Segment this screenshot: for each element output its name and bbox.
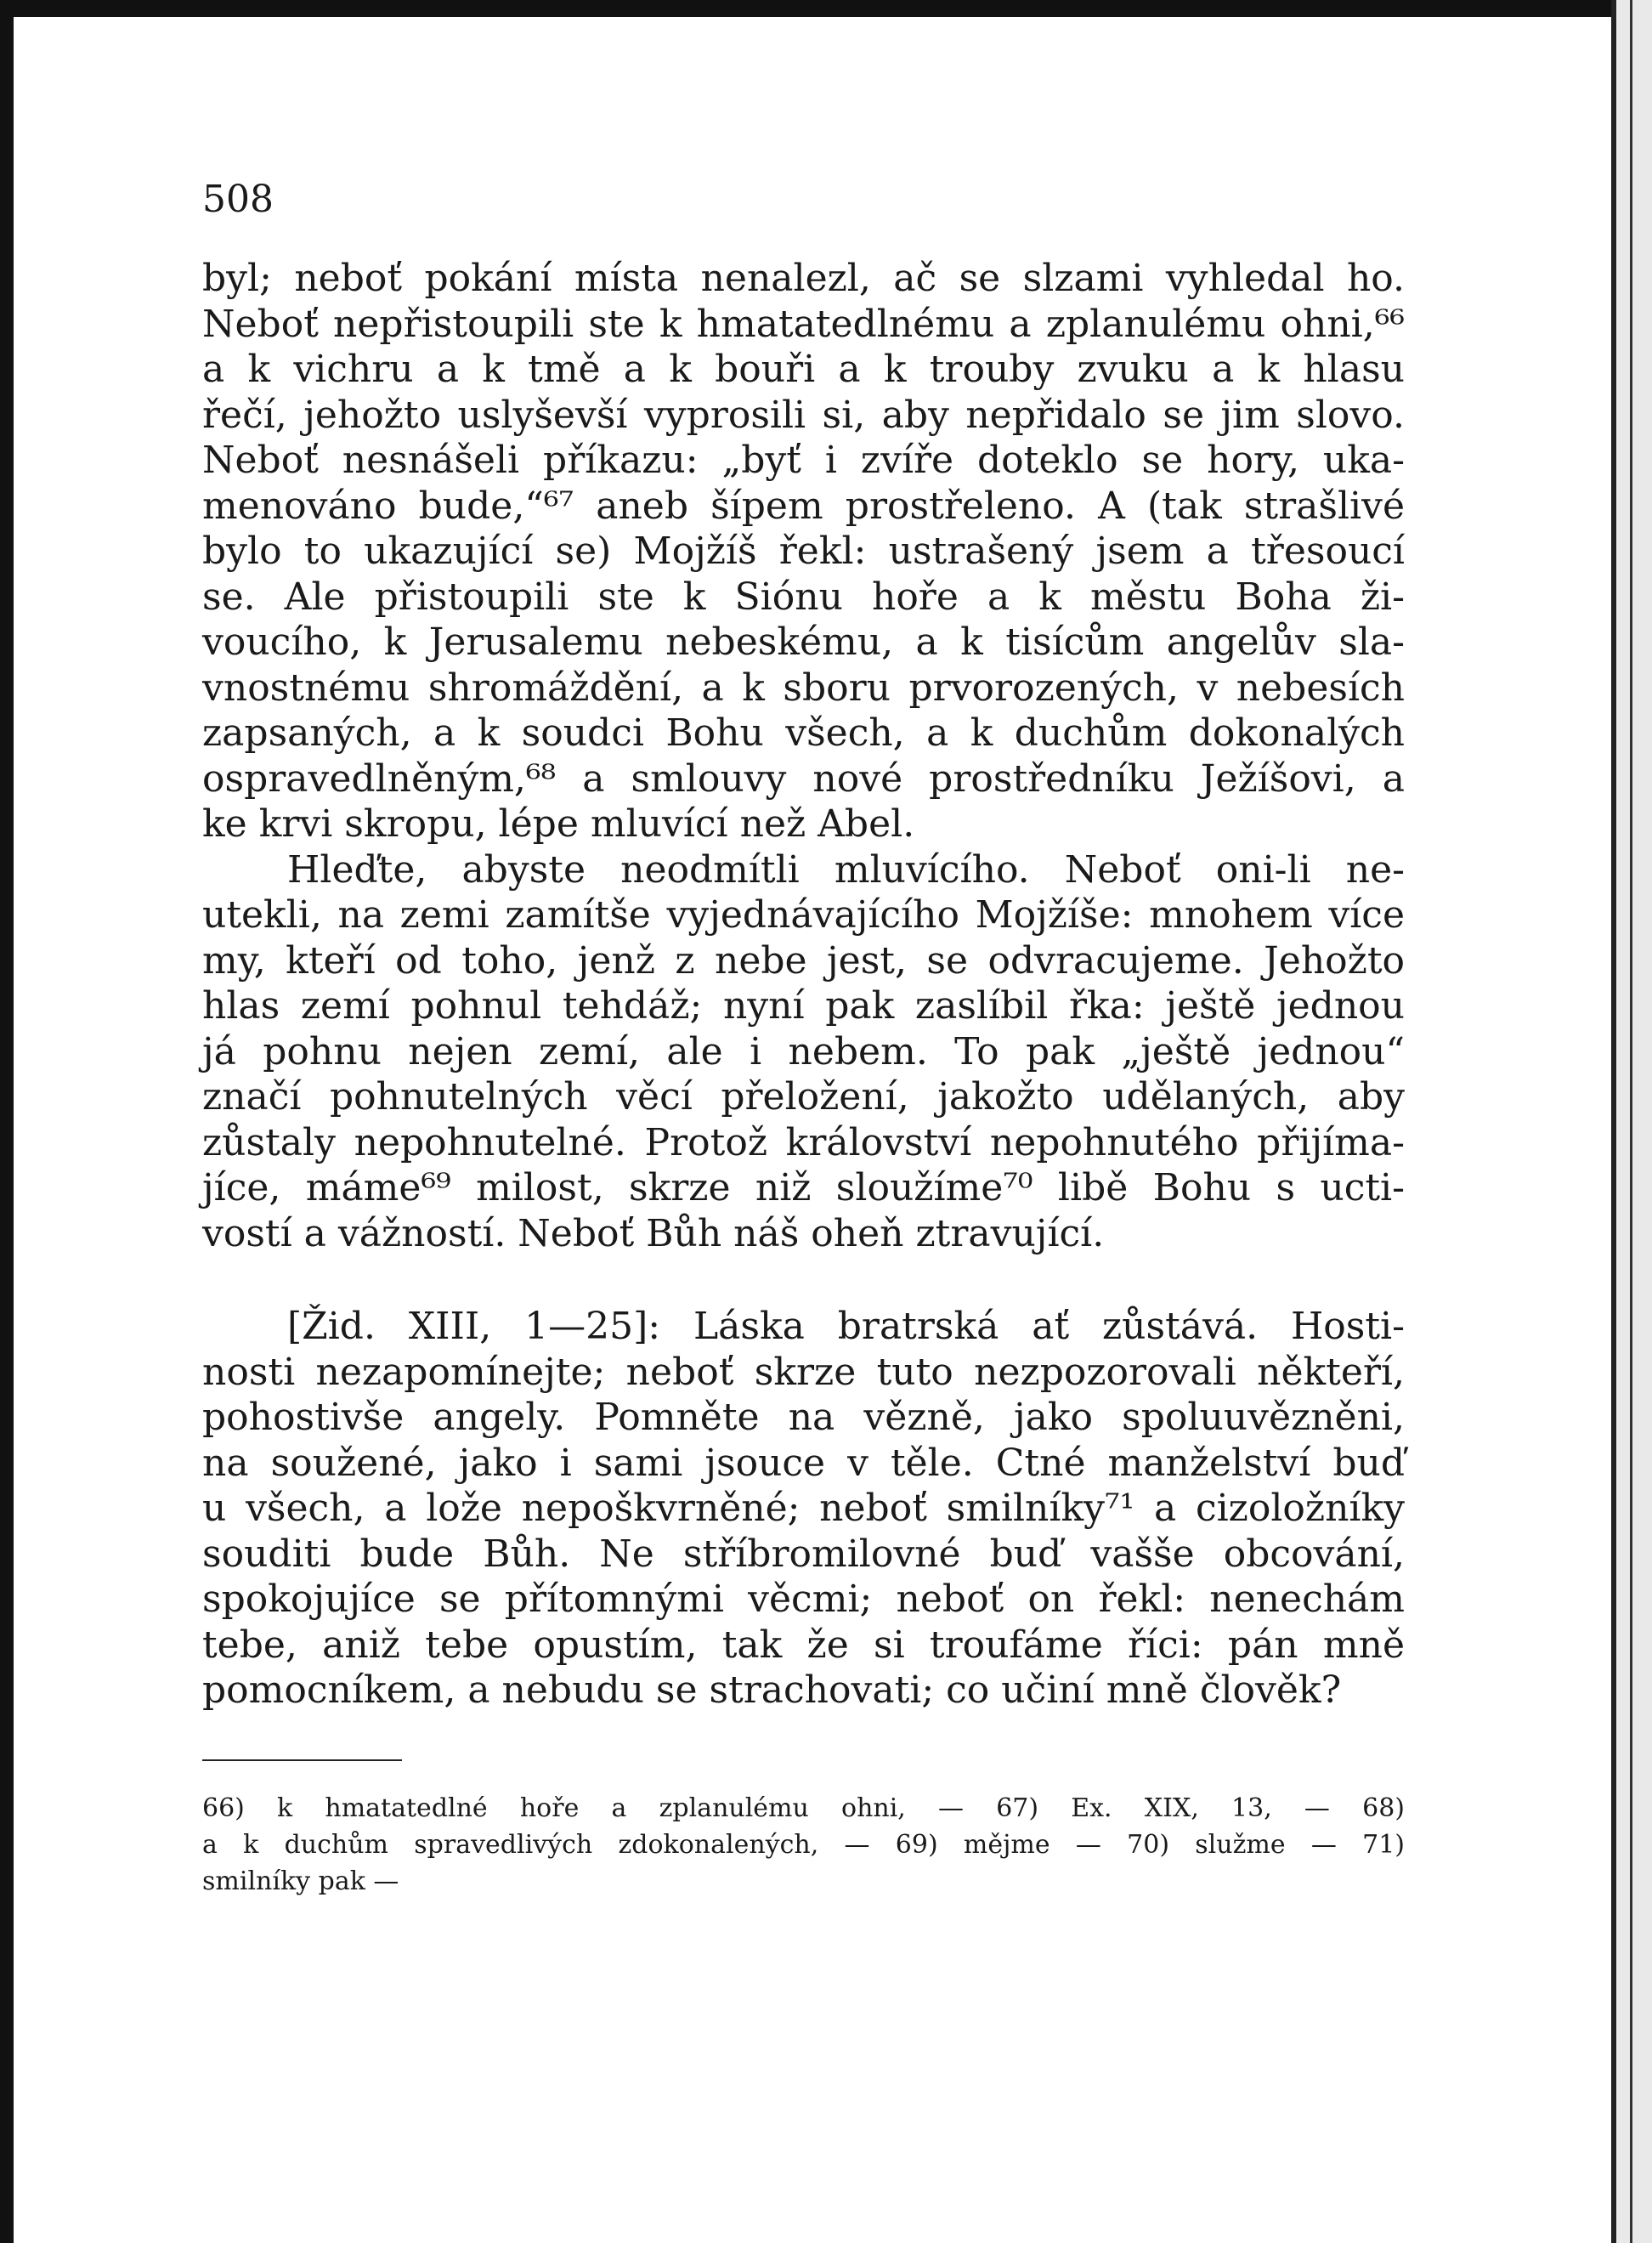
text-line: spokojujíce se přítomnými věcmi; neboť on řekl: nenechám: [202, 1577, 1405, 1621]
text-line: na soužené, jako i sami jsouce v těle. Ctné manželství buď: [202, 1441, 1405, 1485]
scan-border-top: [0, 0, 1652, 17]
book-page: [202, 174, 1405, 1900]
text-line: ospravedlněným,⁶⁸ a smlouvy nové prostředníku Ježíšovi, a: [202, 756, 1405, 801]
text-line: Neboť nepřistoupili ste k hmatatedlnému a zplanulému ohni,⁶⁶: [202, 302, 1405, 346]
footnotes: [202, 1790, 1405, 1900]
scan-border-right-line: [1611, 0, 1616, 2243]
scan-border-right-line-2: [1630, 0, 1632, 2243]
text-line: zapsaných, a k soudci Bohu všech, a k duchům dokonalých: [202, 711, 1405, 755]
page-number: 508: [202, 178, 274, 221]
footnote-line: a k duchům spravedlivých zdokonalených, — 69) mějme — 70) služme — 71): [202, 1829, 1405, 1860]
text-line: tebe, aniž tebe opustím, tak že si troufáme říci: pán mně: [202, 1623, 1405, 1667]
footnote-line: 66) k hmatatedlné hoře a zplanulému ohni, — 67) Ex. XIX, 13, — 68): [202, 1793, 1405, 1823]
text-line: řečí, jehožto uslyševší vyprosili si, aby nepřidalo se jim slovo.: [202, 393, 1405, 437]
text-line: byl; neboť pokání místa nenalezl, ač se slzami vyhledal ho.: [202, 257, 1405, 300]
text-line: značí pohnutelných věcí přeložení, jakožto udělaných, aby: [202, 1075, 1405, 1119]
text-line: pohostivše angely. Pomněte na vězně, jako spoluuvězněni,: [202, 1396, 1405, 1439]
text-line: ke krvi skropu, lépe mluvící než Abel.: [202, 802, 915, 846]
footnote-line: smilníky pak —: [202, 1866, 399, 1896]
scan-border-left: [0, 0, 14, 2243]
text-line: jíce, máme⁶⁹ milost, skrze niž sloužíme⁷⁰ libě Bohu s ucti-: [202, 1166, 1405, 1209]
text-line: Hleďte, abyste neodmítli mluvícího. Neboť oni-li ne-: [287, 847, 1405, 892]
paragraph-2: [202, 847, 1405, 1257]
text-line: menováno bude,“⁶⁷ aneb šípem prostřeleno. A (tak strašlivé: [202, 484, 1405, 528]
paragraph-3: [202, 1304, 1405, 1713]
text-line: vnostnému shromáždění, a k sboru prvorozených, v nebesích: [202, 666, 1405, 710]
text-line: zůstaly nepohnutelné. Protož království nepohnutého přijíma-: [202, 1120, 1405, 1164]
text-line: souditi bude Bůh. Ne stříbromilovné buď vašše obcování,: [202, 1532, 1405, 1576]
text-line: utekli, na zemi zamítše vyjednávajícího Mojžíše: mnohem více: [202, 893, 1405, 937]
paragraph-1: [202, 256, 1405, 847]
text-line: se. Ale přistoupili ste k Siónu hoře a k městu Boha ži-: [202, 575, 1405, 619]
text-line: a k vichru a k tmě a k bouři a k trouby zvuku a k hlasu: [202, 348, 1405, 391]
text-line: bylo to ukazující se) Mojžíš řekl: ustrašený jsem a třesoucí: [202, 530, 1405, 573]
text-line: voucího, k Jerusalemu nebeskému, a k tisícům angelův sla-: [202, 620, 1405, 664]
text-line: hlas zemí pohnul tehdáž; nyní pak zaslíbil řka: ještě jednou: [202, 984, 1405, 1028]
paragraph-gap: [202, 1256, 1405, 1304]
text-line: pomocníkem, a nebudu se strachovati; co učiní mně člověk?: [202, 1668, 1342, 1712]
footnote-divider: [202, 1759, 402, 1761]
text-line: [Žid. XIII, 1—25]: Láska bratrská ať zůstává. Hosti-: [287, 1305, 1405, 1348]
text-line: u všech, a lože nepoškvrněné; neboť smilníky⁷¹ a cizoložníky: [202, 1487, 1405, 1530]
text-line: já pohnu nejen zemí, ale i nebem. To pak „ještě jednou“: [202, 1029, 1405, 1073]
text-line: nosti nezapomínejte; neboť skrze tuto nezpozorovali někteří,: [202, 1350, 1405, 1394]
text-line: vostí a vážností. Neboť Bůh náš oheň ztravující.: [202, 1211, 1105, 1255]
text-line: Neboť nesnášeli příkazu: „byť i zvíře doteklo se hory, uka-: [202, 439, 1405, 482]
text-line: my, kteří od toho, jenž z nebe jest, se odvracujeme. Jehožto: [202, 938, 1405, 983]
